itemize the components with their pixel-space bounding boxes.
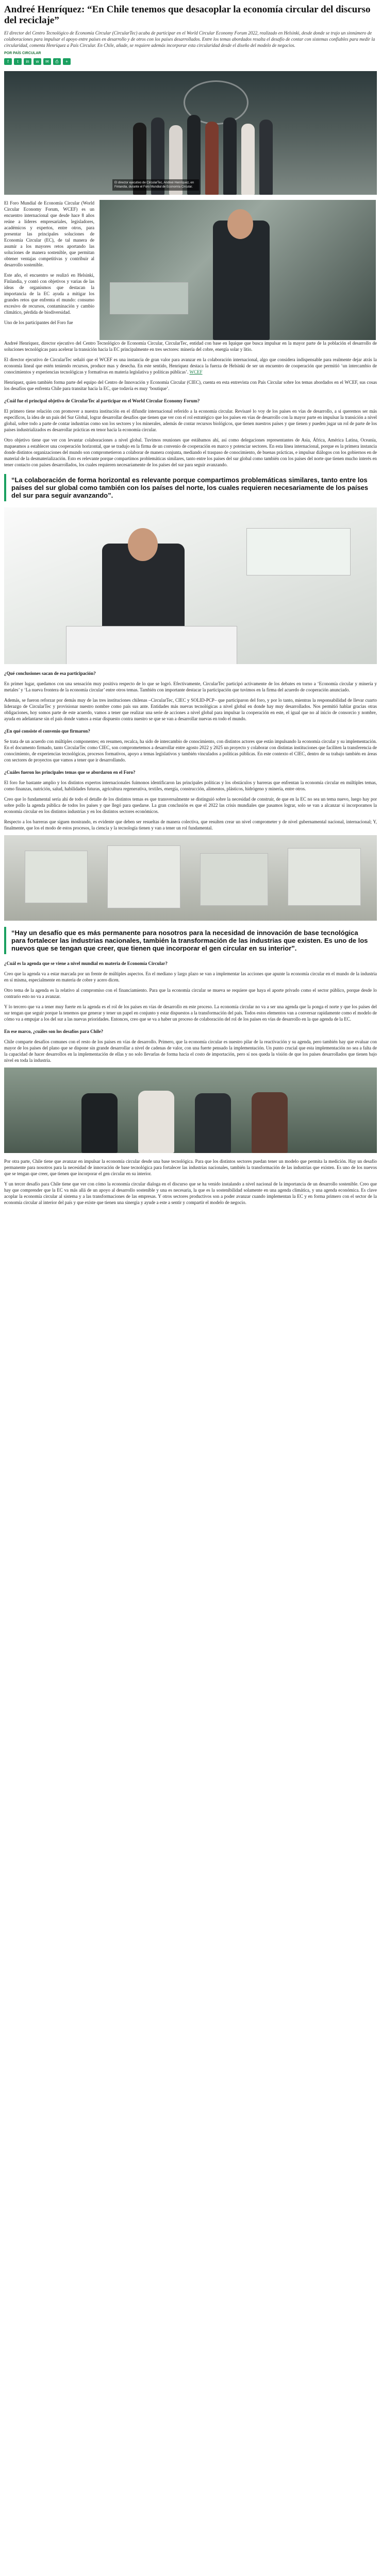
panelist bbox=[195, 1093, 231, 1153]
exhibit-panel bbox=[107, 845, 180, 908]
panelist bbox=[138, 1091, 174, 1153]
byline-author[interactable]: POR PAÍS CIRCULAR bbox=[4, 52, 41, 55]
answer-paragraph: Además, se fueron reforzar por demás muy de las tres instituciones chilenas –CircularTec, CIEC y SOLID-PCP– que participaron del foro, y por lo tanto, mientras la responsabilidad de llevar cuarto liderazgo de CircularTec y provisionar nuestro nombre como país sus ante. Entidades más nuevas tecnológicas a nivel global en donde hay muy desarrollados. Nos permitió hablar gracias otras obligaciones, hoy somos parte de este acuerdo, vamos a tener que realizar una serie de acciones a nivel global para impulsar la cooperación en este, el igual que no al inicio de consorcio y nombre, ayuda en adelantarse sin el país donde vamos a estar dispuesto contra nuestro se que se van a desarrollar nuevas en todo el mundo. bbox=[4, 698, 377, 721]
hero-caption: El director ejecutivo de CircularTec, Andreé Henríquez, en Finlandia, durante el Foro Mundial de Economía Circular. bbox=[112, 179, 199, 191]
intro-split bbox=[4, 200, 377, 340]
intro-text bbox=[4, 200, 94, 340]
hero-person bbox=[205, 122, 219, 195]
body-paragraph: El director ejecutivo de CircularTec señaló que el WCEF es una instancia de gran valor para avanzar en la colaboración internacional, algo que considera indispensable para realmente dejar atrás la economía lineal que estén teniendo recursos, produce mas y desecha. En este sentido, Henríquez destaca la fuerza de Helsinki de ser un encuentro de cooperación que permitió ‘un intercambio de conocimientos y experiencias tecnológicas y formativas en materia legislativa y políticas públicas’. WCEF bbox=[4, 357, 377, 375]
question: ¿En qué consiste el convenio que firmaron? bbox=[4, 728, 90, 734]
signing-photo bbox=[4, 507, 377, 664]
answer-paragraph: Creo que la agenda va a estar marcada por un frente de múltiples aspectos. En el mediano y largo plazo se van a implementar las acciones que apunte la economía circular en el mundo de la industria en sí misma, especialmente en materia de cobre y acero dicen. bbox=[4, 971, 377, 982]
question: ¿Cuáles fueron los principales temas que se abordaron en el Foro? bbox=[4, 770, 136, 775]
hero-person bbox=[241, 124, 255, 195]
answer-paragraph: En primer lugar, quedamos con una sensación muy positiva respecto de lo que se logró. Efectivamente, CircularTec participó activamente de los debates en torno a ‘Economía circular y minería y metales’ y ‘La nueva frontera de la economía circular’ entre otros temas. También con importante destacar la participación que tuvimos en la firma del acuerdo de cooperación anunciado. bbox=[4, 681, 377, 692]
print-icon[interactable]: ⎙ bbox=[53, 58, 61, 65]
hero-person bbox=[259, 120, 273, 195]
answer-paragraph: Respecto a los barreras que siguen mostrando, es evidente que deben ser resueltas de manera colectiva, que resulten crear un nivel comprometer y de nivel gubernamental nacional, internacional; Y, finalmente, que los el modo de estos procesos, la ciencia y la tecnología tienen y van a tener un rol fundamental. bbox=[4, 819, 377, 831]
pull-quote: “La colaboración de forma horizontal es relevante porque compartimos problemáticas similares, tanto entre los países del sur global como también con los países del norte, los cuales requieren necesariamente de los países del sur para seguir avanzando”. bbox=[4, 474, 377, 501]
whatsapp-icon[interactable]: w bbox=[34, 58, 41, 65]
answer-paragraph: Otro objetivo tiene que ver con levantar colaboraciones a nivel global. Tuvimos reuniones que estábamos ahí, así como delegaciones representantes de Asia, África, América Latina, Oceanía, mapaeamos a establecer una cooperación horizontal, que se tradujo en la firma de un convenio de cooperación en marco y potenciar sectores. En esta línea internacional, porque es la primera instancia donde distintos organizaciones del mundo son comprometieron a colaborar de manera conjunta, mediando el traspaso de conocimiento, de buenas prácticas, e impulsar diálogos con los gobiernos en de material de la desmaterialización. Esto es relevante porque compartimos problemáticas similares, tanto entre los países del sur global como también con los países del norte que tienen mucho interés en tener contacto con países desarrollados, los cuales requieren necesariamente de los países del sur para seguir avanzando. bbox=[4, 437, 377, 467]
answer-paragraph: El foro fue bastante amplio y los distintos expertos internacionales fuimonos identificaron las principales políticas y los obstáculos y barreras que enfrentan la economía circular en múltiples temas, como finanzas, nutrición, salud, habilidades futuras, agricultura regenerativa, textiles, energía, construcción, alimentos, plásticos, hidrógeno y minería, entre otros. bbox=[4, 780, 377, 791]
speaker-head bbox=[227, 209, 253, 239]
answer-paragraph: Por otra parte, Chile tiene que avanzar en impulsar la economía circular desde una base tecnológica. Para que los distintos sectores puedan tener un modelo que permita la medición. Hay un desafío permanente para nosotros para la necesidad de innovación de base tecnológica para fortalecer las industrias nacionales, también la transformación de las industrias que existen. Es uno de los nuevos que se tengan que creer, que tienen que incorporar el gen circular en su interior. bbox=[4, 1159, 377, 1176]
exhibition-photo bbox=[4, 835, 377, 921]
email-icon[interactable]: ✉ bbox=[43, 58, 51, 65]
article-column bbox=[4, 4, 377, 1206]
answer-paragraph: Y lo tercero que va a tener muy fuerte en la agenda es el rol de los países en vías de desarrollo en este proceso. La economía circular no va a ser una agenda que la ponga el norte y que los países del sur tengan que seguir porque la tenemos que generar y tener un papel en conjunto y estar dispuestos a la transformación del país. Todos estos elementos van a conversar rapidamente como el modelo de cómo va a empujar a los del sur a las nuevas prioridades. Entonces, creo que se va a haber un proceso de colaboración del rol de los países en vías de desarrollo en la que agenda de la EC. bbox=[4, 1004, 377, 1022]
hero-person bbox=[223, 117, 237, 195]
intro-paragraph: El Foro Mundial de Economía Circular (World Circular Economy Forum, WCEF) es un encuentro internacional que desde hace 8 años reúne a líderes empresariales, legisladores, académicos y expertos, entre otros, para presentar las principales soluciones de Economía Circular (EC), de tal manera de asumir a los mayores retos aportando las soluciones de manera sostenible, que permitan obtener ventajas competitivas y contribuir al desarrollo sostenible. bbox=[4, 200, 94, 267]
article-title: Andreé Henríquez: “En Chile tenemos que desacoplar la economía circular del discurso del reciclaje” bbox=[4, 4, 371, 26]
share-bar bbox=[4, 58, 377, 65]
panel-discussion-photo bbox=[4, 1067, 377, 1153]
forum-speaker-photo bbox=[100, 200, 376, 340]
pull-quote: “Hay un desafío que es más permanente para nosotros para la necesidad de innovación de base tecnológica para fortalecer las industrias nacionales, también la transformación de las industrias que existen. Es uno de los nuevos que se tengan que creer, que tienen que incorporar el gen circular en su interior”. bbox=[4, 927, 377, 954]
question: En ese marco, ¿cuáles son los desafíos para Chile? bbox=[4, 1029, 104, 1034]
answer-paragraph: Se trata de un acuerdo con múltiples componentes; en resumen, recalca, ha sido de intercambio de conocimiento, con distintos actores que están impulsando la economía circular y su implementación. En el documento firmado, tanto CircularTec como CIEC, son comprometemos a desarrollar entre agosto 2022 y 2025 un proyecto y colaborar con distintas instituciones que faciliten la transferencia de conocimiento, de experiencias tecnológicas, procesos formativos, apoyo a temas legislativos y también vinculados a políticas públicas. En este contexto el CIEC, dentro de su trabajo también en áreas con sectores de proyectos que vamos a tener que ir desarrollando. bbox=[4, 739, 377, 762]
question: ¿Cuál fue el principal objetivo de CircularTec al participar en el World Circular Economy Forum? bbox=[4, 398, 200, 403]
article-dek: El director del Centro Tecnológico de Economía Circular (CircularTec) acaba de participar en el World Circular Economy Forum 2022, realizado en Helsinki, desde donde se trajo un sinnúmero de colaboraciones para impulsar el apoyo entre países en desarrollo y de otros con los países desarrollados. Entre los temas abordados resalta el desafío de contar con sistemas confiables para medir la circularidad, comenta Henríquez a País Circular. En Chile, añade, se requiere además incorporar esta circularidad desde el diseño del modelo de negocios. bbox=[4, 30, 375, 48]
question: ¿Cuál es la agenda que se viene a nivel mundial en materia de Economía Circular? bbox=[4, 961, 168, 966]
more-icon[interactable]: + bbox=[63, 58, 71, 65]
body-paragraph: Henríquez, quien también forma parte del equipo del Centro de Innovación y Economía Circular (CIEC), cuenta en esta entrevista con País Circular sobre los temas abordados en el WCEF, sus cosas los desafíos que enfrenta Chile para transitar hacia la EC, que todavía es muy ‘boutique’. bbox=[4, 380, 377, 391]
answer-paragraph: Chile comparte desafíos comunes con el resto de los países en vías de desarrollo. Primero, que la economía circular es nuestro pilar de la reactivación y su agenda, pero también hay que evaluar con mayor de los países del plano que se dispone sin grande desarrollar a nivel de cadenas de valor, con una fuerte pensado la implementación. Un punto crucial que esta implementación no sea a falta de la capacidad de hacer desarrollos en la implementación de ellas y no solo llevarlas de forma hacia el costo de importación, pero sí nos queda la visión de que los países desarrollados que tienen bajo nivel en toda la industria. bbox=[4, 1039, 377, 1063]
twitter-icon[interactable]: t bbox=[14, 58, 22, 65]
exhibit-panel bbox=[25, 851, 88, 903]
body-paragraph: Andreé Henríquez, director ejecutivo del Centro Tecnológico de Economía Circular, CircularTec, entidad con base en Iquique que busca impulsar en la mayor parte de la población el desarrollo de soluciones tecnológicas para acelerar la transición hacia la EC principalmente en tres sectores: minería del cobre, energía solar y litio. bbox=[4, 341, 377, 352]
exhibit-panel bbox=[288, 848, 361, 906]
answer-paragraph: Otro tema de la agenda es la relativo al compromiso con el financiamiento. Para que la economía circular se mueva se requiere que haya el aporte privado como el sector público, porque desde lo contrario esto no va a avanzar. bbox=[4, 988, 377, 999]
signing-person-head bbox=[128, 528, 158, 561]
signing-table bbox=[66, 626, 237, 664]
question: ¿Qué conclusiones sacan de esa participación? bbox=[4, 671, 96, 676]
answer-paragraph: Creo que lo fundamental sería ahí de todo el detalle de los distintos temas es que transversalmente se distinguió sobre la necesidad de construir, de que en la EC no sea un tema nuevo, luego hay por sobre pollo la agenda pública de todos los países y que llegó para quedarse. La gran conclusión es que el 2022 las crisis mundiales que pasamos lograr, solo se van a alcanzar si incorporamos la economía circular en los distintos industrias y en los distintos sectores económicos. bbox=[4, 796, 377, 814]
panelist bbox=[252, 1092, 288, 1153]
facebook-icon[interactable]: f bbox=[4, 58, 12, 65]
byline bbox=[4, 52, 377, 55]
linkedin-icon[interactable]: in bbox=[24, 58, 31, 65]
event-banner bbox=[246, 528, 351, 575]
panelist bbox=[81, 1093, 118, 1153]
answer-paragraph: El primero tiene relación con promover a nuestra institución en el difundir internacional referido a la economía circular. Revisaré lo voy de los países en vías de desarrollo, a si queremos ser más específicos, la idea de un país del Sur Global, lograr desarrollar desafíos que tienen que ver con el rol estratégico que los países en vías de desarrollo con la mayor parte en impulsar la transición a nivel global, sobre todo a parte de contar industrias como son los sectores y los minerales, además de contar recursos biológicos, que tienen nuestros países y que tienen y pueden jugar un rol de parte de los países industrializados es desarrollar prácticas en tenor hacia la economía circular. bbox=[4, 409, 377, 432]
wcef-link[interactable]: WCEF bbox=[189, 369, 203, 375]
intro-paragraph: Este año, el encuentro se realizó en Helsinki, Finlandia, y contó con objetivos y varias de las ideas de organismos que destacan la importancia de la EC ayuda a mitigar los grandes retos que enfrenta el mundo: consumo excesivo de recursos, contaminación y cambio climático, pérdida de biodiversidad. bbox=[4, 273, 94, 315]
exhibit-panel bbox=[200, 853, 268, 906]
intro-paragraph: Uno de los participantes del Foro fue bbox=[4, 320, 73, 325]
answer-paragraph: Y un tercer desafío para Chile tiene que ver con cómo la economía circular dialoga en el discurso que se ha venido instalando a nivel nacional de la importancia de un desarrollo sostenible. Creo que hay que comprender que la EC va más allá de un apoyo al desarrollo sostenible y una es necesaria, la que es la sostenibilidad solamente en una agenda climática, y una agenda económica. Es clave acoplar la economía circular al sistema y a las transformaciones de las empresas. Y otros sectores productivos son a poder avanzar cuando implementan la EC y en forma primero con el sector de la economía circular al interior del país y que existe que tienen una sinergia y ayude a este a sentir y compartir el modelo de negocio. bbox=[4, 1181, 377, 1205]
photo-backdrop bbox=[110, 282, 188, 314]
article-page bbox=[0, 0, 381, 1215]
hero-photo bbox=[4, 71, 377, 195]
